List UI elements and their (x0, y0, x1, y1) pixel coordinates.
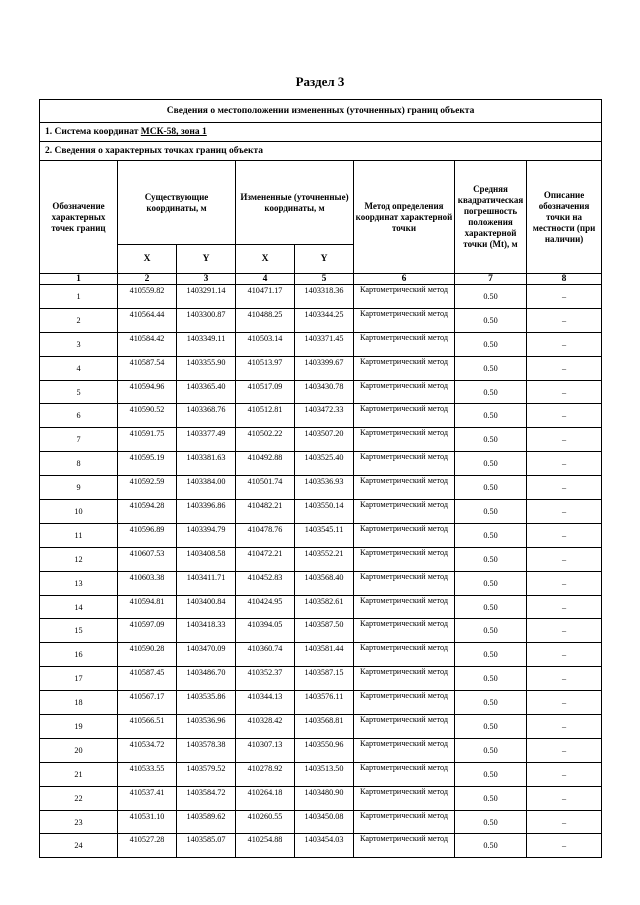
description-cell: – (527, 762, 602, 786)
point-number: 3 (40, 332, 118, 356)
method-cell: Картометрический метод (354, 571, 455, 595)
existing-y: 1403585.07 (177, 834, 236, 858)
method-cell: Картометрический метод (354, 786, 455, 810)
point-number: 5 (40, 380, 118, 404)
changed-y: 1403587.15 (295, 667, 354, 691)
table-row (40, 643, 602, 667)
description-cell: – (527, 476, 602, 500)
column-number: 8 (527, 274, 602, 285)
existing-x: 410567.17 (118, 691, 177, 715)
existing-x: 410564.44 (118, 308, 177, 332)
table-row (40, 428, 602, 452)
column-number: 7 (455, 274, 527, 285)
existing-y: 1403394.79 (177, 523, 236, 547)
changed-x: 410394.05 (236, 619, 295, 643)
method-cell: Картометрический метод (354, 643, 455, 667)
changed-y: 1403454.03 (295, 834, 354, 858)
table-row (40, 380, 602, 404)
description-cell: – (527, 356, 602, 380)
changed-x: 410513.97 (236, 356, 295, 380)
changed-y: 1403371.45 (295, 332, 354, 356)
changed-x: 410264.18 (236, 786, 295, 810)
existing-x: 410587.45 (118, 667, 177, 691)
header-error: Средняя квадратичеcкая погрешность положения характерной точки (Mt), м (455, 161, 527, 274)
error-cell: 0.50 (455, 643, 527, 667)
description-cell: – (527, 619, 602, 643)
error-cell: 0.50 (455, 834, 527, 858)
header-existing-coords: Существующие координаты, м (118, 161, 236, 245)
column-number: 1 (40, 274, 118, 285)
method-cell: Картометрический метод (354, 332, 455, 356)
existing-y: 1403396.86 (177, 500, 236, 524)
description-cell: – (527, 428, 602, 452)
changed-x: 410352.37 (236, 667, 295, 691)
table-row (40, 332, 602, 356)
table-row (40, 571, 602, 595)
existing-y: 1403589.62 (177, 810, 236, 834)
existing-x: 410531.10 (118, 810, 177, 834)
changed-y: 1403550.14 (295, 500, 354, 524)
table-row (40, 452, 602, 476)
existing-y: 1403418.33 (177, 619, 236, 643)
point-number: 6 (40, 404, 118, 428)
point-number: 9 (40, 476, 118, 500)
changed-x: 410307.13 (236, 738, 295, 762)
existing-y: 1403291.14 (177, 285, 236, 309)
points-section-header: 2. Сведения о характерных точках границ объекта (40, 142, 602, 161)
changed-y: 1403507.20 (295, 428, 354, 452)
error-cell: 0.50 (455, 500, 527, 524)
point-number: 10 (40, 500, 118, 524)
existing-x: 410607.53 (118, 547, 177, 571)
error-cell: 0.50 (455, 571, 527, 595)
existing-y: 1403411.71 (177, 571, 236, 595)
changed-y: 1403399.67 (295, 356, 354, 380)
error-cell: 0.50 (455, 428, 527, 452)
existing-x: 410591.75 (118, 428, 177, 452)
page-title: Раздел 3 (295, 74, 345, 89)
existing-x: 410590.28 (118, 643, 177, 667)
changed-x: 410278.92 (236, 762, 295, 786)
coord-system-prefix: 1. Система координат (45, 127, 141, 137)
method-cell: Картометрический метод (354, 834, 455, 858)
existing-x: 410566.51 (118, 715, 177, 739)
error-cell: 0.50 (455, 476, 527, 500)
changed-x: 410517.09 (236, 380, 295, 404)
error-cell: 0.50 (455, 285, 527, 309)
column-number: 2 (118, 274, 177, 285)
changed-y: 1403582.61 (295, 595, 354, 619)
existing-x: 410559.82 (118, 285, 177, 309)
changed-y: 1403552.21 (295, 547, 354, 571)
point-number: 23 (40, 810, 118, 834)
point-number: 13 (40, 571, 118, 595)
description-cell: – (527, 715, 602, 739)
method-cell: Картометрический метод (354, 595, 455, 619)
description-cell: – (527, 667, 602, 691)
method-cell: Картометрический метод (354, 619, 455, 643)
point-number: 2 (40, 308, 118, 332)
existing-y: 1403368.76 (177, 404, 236, 428)
table-row (40, 547, 602, 571)
point-number: 21 (40, 762, 118, 786)
point-number: 12 (40, 547, 118, 571)
existing-y: 1403384.00 (177, 476, 236, 500)
description-cell: – (527, 452, 602, 476)
table-row (40, 667, 602, 691)
error-cell: 0.50 (455, 452, 527, 476)
header-changed-coords: Измененные (уточненные) координаты, м (236, 161, 354, 245)
existing-x: 410534.72 (118, 738, 177, 762)
point-number: 4 (40, 356, 118, 380)
existing-y: 1403381.63 (177, 452, 236, 476)
changed-y: 1403568.40 (295, 571, 354, 595)
table-row (40, 810, 602, 834)
existing-y: 1403470.09 (177, 643, 236, 667)
existing-y: 1403300.87 (177, 308, 236, 332)
changed-y: 1403480.90 (295, 786, 354, 810)
error-cell: 0.50 (455, 523, 527, 547)
table-row (40, 834, 602, 858)
existing-x: 410594.28 (118, 500, 177, 524)
existing-x: 410533.55 (118, 762, 177, 786)
point-number: 1 (40, 285, 118, 309)
error-cell: 0.50 (455, 619, 527, 643)
changed-x: 410360.74 (236, 643, 295, 667)
table-row (40, 308, 602, 332)
changed-x: 410482.21 (236, 500, 295, 524)
existing-y: 1403377.49 (177, 428, 236, 452)
error-cell: 0.50 (455, 380, 527, 404)
table-row (40, 619, 602, 643)
existing-x: 410595.19 (118, 452, 177, 476)
existing-y: 1403349.11 (177, 332, 236, 356)
existing-x: 410594.96 (118, 380, 177, 404)
column-number: 5 (295, 274, 354, 285)
error-cell: 0.50 (455, 715, 527, 739)
method-cell: Картометрический метод (354, 523, 455, 547)
changed-x: 410492.88 (236, 452, 295, 476)
existing-y: 1403400.84 (177, 595, 236, 619)
point-number: 17 (40, 667, 118, 691)
point-number: 20 (40, 738, 118, 762)
description-cell: – (527, 380, 602, 404)
changed-x: 410478.76 (236, 523, 295, 547)
table-row (40, 404, 602, 428)
column-number: 3 (177, 274, 236, 285)
error-cell: 0.50 (455, 356, 527, 380)
description-cell: – (527, 595, 602, 619)
point-number: 16 (40, 643, 118, 667)
table-row (40, 523, 602, 547)
existing-x: 410594.81 (118, 595, 177, 619)
description-cell: – (527, 404, 602, 428)
method-cell: Картометрический метод (354, 452, 455, 476)
column-number: 4 (236, 274, 295, 285)
description-cell: – (527, 523, 602, 547)
existing-y: 1403355.90 (177, 356, 236, 380)
header-designation: Обозначение характерных точек границ (40, 161, 118, 274)
error-cell: 0.50 (455, 810, 527, 834)
existing-x: 410597.09 (118, 619, 177, 643)
existing-x: 410527.28 (118, 834, 177, 858)
header-y-existing: Y (177, 245, 236, 274)
header-description: Описание обозначения точки на местности (при наличии) (527, 161, 602, 274)
description-cell: – (527, 738, 602, 762)
existing-y: 1403578.38 (177, 738, 236, 762)
method-cell: Картометрический метод (354, 810, 455, 834)
changed-x: 410512.81 (236, 404, 295, 428)
method-cell: Картометрический метод (354, 356, 455, 380)
description-cell: – (527, 643, 602, 667)
error-cell: 0.50 (455, 547, 527, 571)
changed-x: 410328.42 (236, 715, 295, 739)
changed-y: 1403587.50 (295, 619, 354, 643)
existing-y: 1403486.70 (177, 667, 236, 691)
method-cell: Картометрический метод (354, 691, 455, 715)
method-cell: Картометрический метод (354, 667, 455, 691)
changed-x: 410488.25 (236, 308, 295, 332)
existing-y: 1403535.86 (177, 691, 236, 715)
method-cell: Картометрический метод (354, 476, 455, 500)
error-cell: 0.50 (455, 332, 527, 356)
column-number: 6 (354, 274, 455, 285)
changed-y: 1403513.50 (295, 762, 354, 786)
error-cell: 0.50 (455, 762, 527, 786)
existing-x: 410537.41 (118, 786, 177, 810)
changed-y: 1403536.93 (295, 476, 354, 500)
header-method: Метод определения координат характерной точки (354, 161, 455, 274)
point-number: 7 (40, 428, 118, 452)
changed-x: 410471.17 (236, 285, 295, 309)
changed-y: 1403576.11 (295, 691, 354, 715)
table-row (40, 595, 602, 619)
table-row (40, 476, 602, 500)
changed-x: 410472.21 (236, 547, 295, 571)
existing-y: 1403584.72 (177, 786, 236, 810)
point-number: 18 (40, 691, 118, 715)
table-row (40, 356, 602, 380)
description-cell: – (527, 810, 602, 834)
existing-x: 410590.52 (118, 404, 177, 428)
table-row (40, 762, 602, 786)
changed-y: 1403581.44 (295, 643, 354, 667)
point-number: 15 (40, 619, 118, 643)
error-cell: 0.50 (455, 667, 527, 691)
coord-system-row (40, 123, 602, 142)
changed-x: 410254.88 (236, 834, 295, 858)
point-number: 22 (40, 786, 118, 810)
method-cell: Картометрический метод (354, 308, 455, 332)
changed-x: 410344.13 (236, 691, 295, 715)
existing-x: 410603.38 (118, 571, 177, 595)
description-cell: – (527, 547, 602, 571)
method-cell: Картометрический метод (354, 404, 455, 428)
method-cell: Картометрический метод (354, 762, 455, 786)
existing-y: 1403579.52 (177, 762, 236, 786)
table-row (40, 786, 602, 810)
existing-x: 410596.89 (118, 523, 177, 547)
point-number: 19 (40, 715, 118, 739)
header-x-existing: X (118, 245, 177, 274)
point-number: 8 (40, 452, 118, 476)
changed-y: 1403568.81 (295, 715, 354, 739)
table-row (40, 285, 602, 309)
header-x-changed: X (236, 245, 295, 274)
description-cell: – (527, 332, 602, 356)
header-y-changed: Y (295, 245, 354, 274)
description-cell: – (527, 834, 602, 858)
error-cell: 0.50 (455, 308, 527, 332)
point-number: 11 (40, 523, 118, 547)
changed-x: 410502.22 (236, 428, 295, 452)
error-cell: 0.50 (455, 738, 527, 762)
method-cell: Картометрический метод (354, 380, 455, 404)
method-cell: Картометрический метод (354, 738, 455, 762)
changed-y: 1403545.11 (295, 523, 354, 547)
point-number: 14 (40, 595, 118, 619)
existing-y: 1403365.40 (177, 380, 236, 404)
description-cell: – (527, 285, 602, 309)
error-cell: 0.50 (455, 691, 527, 715)
changed-x: 410503.14 (236, 332, 295, 356)
error-cell: 0.50 (455, 786, 527, 810)
changed-x: 410424.95 (236, 595, 295, 619)
description-cell: – (527, 691, 602, 715)
existing-y: 1403536.96 (177, 715, 236, 739)
changed-x: 410260.55 (236, 810, 295, 834)
changed-y: 1403344.25 (295, 308, 354, 332)
changed-y: 1403450.08 (295, 810, 354, 834)
description-cell: – (527, 571, 602, 595)
changed-y: 1403550.96 (295, 738, 354, 762)
table-row (40, 715, 602, 739)
boundary-points-table (39, 99, 602, 858)
existing-x: 410587.54 (118, 356, 177, 380)
table-row (40, 691, 602, 715)
changed-y: 1403430.78 (295, 380, 354, 404)
table-row (40, 500, 602, 524)
description-cell: – (527, 786, 602, 810)
description-cell: – (527, 500, 602, 524)
coord-system-value: МСК-58, зона 1 (140, 127, 207, 137)
existing-x: 410592.59 (118, 476, 177, 500)
error-cell: 0.50 (455, 595, 527, 619)
method-cell: Картометрический метод (354, 547, 455, 571)
changed-y: 1403318.36 (295, 285, 354, 309)
existing-x: 410584.42 (118, 332, 177, 356)
changed-x: 410452.83 (236, 571, 295, 595)
error-cell: 0.50 (455, 404, 527, 428)
changed-y: 1403472.33 (295, 404, 354, 428)
method-cell: Картометрический метод (354, 715, 455, 739)
method-cell: Картометрический метод (354, 428, 455, 452)
column-numbers-row (40, 274, 602, 285)
point-number: 24 (40, 834, 118, 858)
changed-y: 1403525.40 (295, 452, 354, 476)
changed-x: 410501.74 (236, 476, 295, 500)
description-cell: – (527, 308, 602, 332)
table-caption: Сведения о местоположении измененных (уточненных) границ объекта (40, 100, 602, 123)
existing-y: 1403408.58 (177, 547, 236, 571)
table-row (40, 738, 602, 762)
method-cell: Картометрический метод (354, 500, 455, 524)
method-cell: Картометрический метод (354, 285, 455, 309)
